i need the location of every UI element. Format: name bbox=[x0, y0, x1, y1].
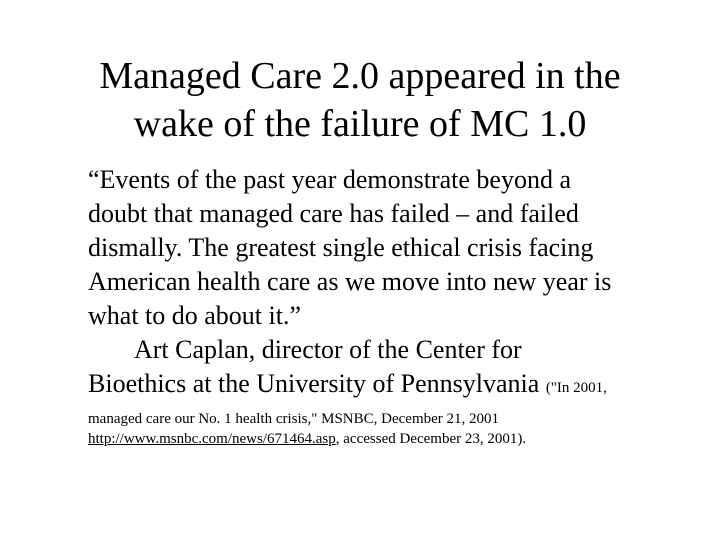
attribution-text-2: Bioethics at the University of Pennsylvania bbox=[88, 369, 540, 398]
slide-title bbox=[40, 52, 680, 148]
citation-link[interactable]: http://www.msnbc.com/news/671464.asp bbox=[88, 431, 336, 447]
citation-line-2 bbox=[88, 429, 688, 449]
attribution-text-1: Art Caplan, director of the Center for bbox=[134, 335, 522, 364]
citation-inline: ("In 2001, bbox=[545, 380, 607, 396]
quote-line: American health care as we move into new year is bbox=[88, 267, 612, 296]
quote-line: doubt that managed care has failed – and failed bbox=[88, 199, 579, 228]
attribution-line-2 bbox=[88, 367, 688, 405]
quote-line: “Events of the past year demonstrate beyond a bbox=[88, 165, 571, 194]
citation-line-1: managed care our No. 1 health crisis," MSNBC, December 21, 2001 bbox=[88, 411, 500, 427]
citation-tail: , accessed December 23, 2001). bbox=[335, 431, 527, 447]
slide-body bbox=[88, 163, 688, 449]
title-line-1: Managed Care 2.0 appeared in the bbox=[99, 55, 621, 97]
attribution bbox=[88, 333, 688, 405]
attribution-line-1 bbox=[88, 333, 688, 367]
quote-block bbox=[88, 163, 688, 333]
title-line-2: wake of the failure of MC 1.0 bbox=[133, 103, 587, 145]
quote-line: dismally. The greatest single ethical crisis facing bbox=[88, 233, 594, 262]
quote-line: what to do about it.” bbox=[88, 301, 302, 330]
citation bbox=[88, 409, 688, 449]
